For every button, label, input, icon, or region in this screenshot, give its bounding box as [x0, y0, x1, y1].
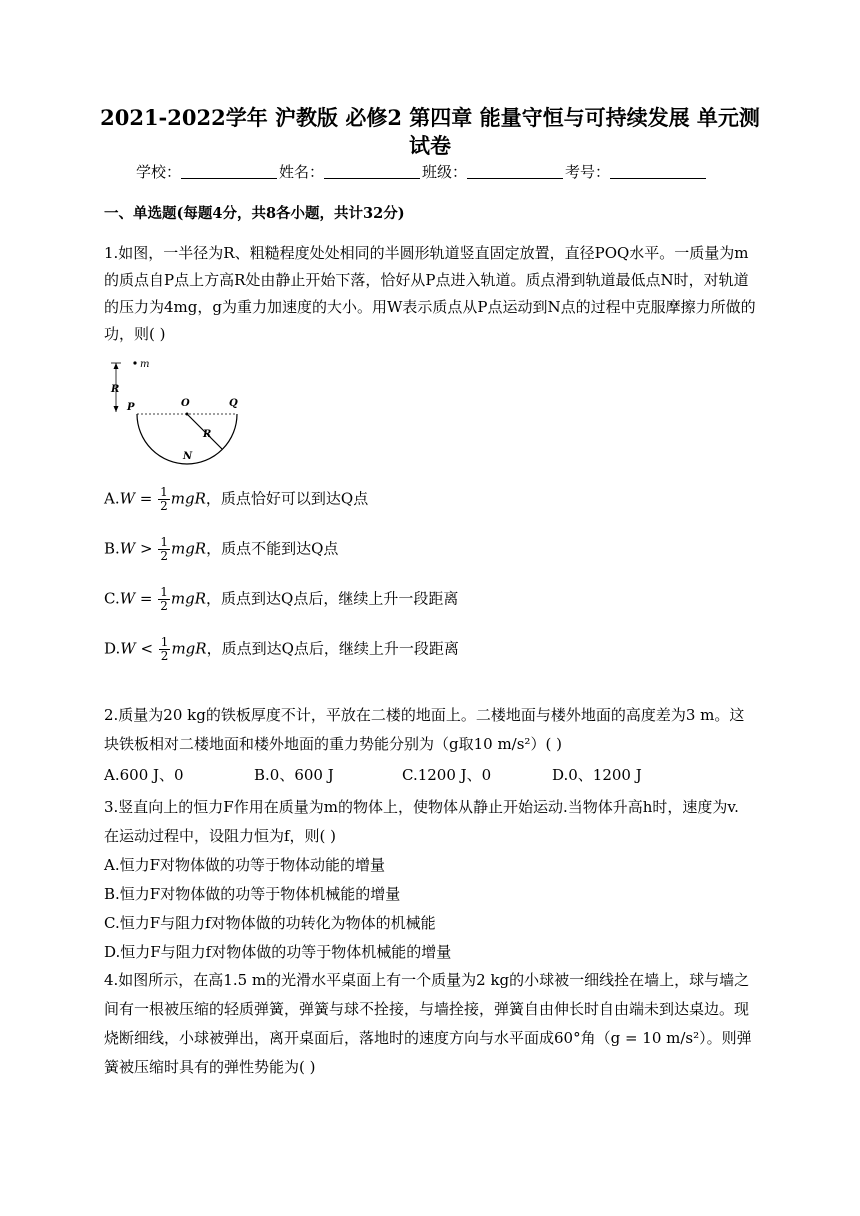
fraction-denominator: 2	[160, 499, 168, 513]
class-blank[interactable]	[467, 162, 563, 179]
q3-option-a[interactable]: A.恒力F对物体做的功等于物体动能的增量	[104, 856, 386, 874]
q2-option-d[interactable]: D.0、1200 J	[552, 766, 642, 784]
page-title: 2021-2022学年 沪教版 必修2 第四章 能量守恒与可持续发展 单元测试卷	[100, 105, 760, 158]
mass-dot	[133, 361, 136, 364]
fraction-denominator: 2	[160, 649, 169, 663]
fraction-numerator: 1	[160, 585, 168, 599]
label-R-height: R	[111, 384, 120, 395]
option-relation: W =	[119, 489, 158, 508]
fraction-numerator: 1	[160, 635, 169, 649]
height-arrow-down	[114, 406, 119, 412]
option-fraction	[159, 636, 171, 663]
option-relation: W >	[119, 539, 158, 558]
option-prefix: D.	[104, 639, 121, 658]
question-4-text: 4.如图所示，在高1.5 m的光滑水平桌面上有一个质量为2 kg的小球被一细线拴在墙上，球与墙之间有一根被压缩的轻质弹簧，弹簧与球不拴接，与墙拴接，弹簧自由伸长时自由端未到达桌边。现烧断细线，小球被弹出，离开桌面后，落地时的速度方向与水平面成60°角（g = 10 m/s²）。则弹簧被压缩时具有的弹性势能为( )	[104, 971, 752, 1076]
exam-no-label: 考号：	[565, 163, 611, 181]
option-prefix: A.	[104, 489, 120, 508]
option-fraction	[158, 486, 170, 513]
label-R-radius: R	[203, 429, 212, 440]
q2-option-b[interactable]: B.0、600 J	[254, 766, 334, 784]
school-label: 学校：	[136, 163, 182, 181]
option-text: ，质点到达Q点后，继续上升一段距离	[206, 589, 459, 608]
student-info-row	[136, 162, 708, 182]
option-prefix: C.	[104, 589, 120, 608]
option-text: ，质点到达Q点后，继续上升一段距离	[206, 639, 459, 658]
label-Q: Q	[229, 398, 238, 409]
question-1-text: 1.如图，一半径为R、粗糙程度处处相同的半圆形轨道竖直固定放置，直径POQ水平。一质量为m的质点自P点上方高R处由静止开始下落，恰好从P点进入轨道。质点滑到轨道最低点N时，对轨道的压力为4mg，g为重力加速度的大小。用W表示质点从P点运动到N点的过程中克服摩擦力所做的功，则( )	[104, 244, 756, 343]
q2-options-row	[104, 764, 758, 786]
option-expression: mgR	[170, 489, 206, 508]
q3-option-c[interactable]: C.恒力F与阻力f对物体做的功转化为物体的机械能	[104, 914, 436, 932]
label-O: O	[181, 398, 190, 409]
name-label: 姓名：	[279, 163, 325, 181]
exam-no-blank[interactable]	[610, 162, 706, 179]
question-2-line-2: 块铁板相对二楼地面和楼外地面的重力势能分别为（g取10 m/s²）( )	[104, 735, 562, 753]
name-blank[interactable]	[324, 162, 420, 179]
fraction-denominator: 2	[160, 599, 168, 613]
question-3-line-2: 在运动过程中，设阻力恒为f，则( )	[104, 827, 337, 845]
label-m: m	[140, 359, 150, 370]
q1-option-d[interactable]	[104, 636, 459, 663]
question-3-line-1: 3.竖直向上的恒力F作用在质量为m的物体上，使物体从静止开始运动.当物体升高h时，速度为v.	[104, 798, 739, 816]
option-fraction	[158, 586, 170, 613]
q3-option-b[interactable]: B.恒力F对物体做的功等于物体机械能的增量	[104, 885, 401, 903]
school-blank[interactable]	[181, 162, 277, 179]
option-expression: mgR	[170, 539, 207, 558]
fraction-numerator: 1	[160, 535, 168, 549]
fraction-denominator: 2	[160, 549, 168, 563]
q2-option-c[interactable]: C.1200 J、0	[402, 766, 492, 784]
option-fraction	[158, 536, 170, 563]
fraction-numerator: 1	[160, 485, 168, 499]
label-N: N	[183, 451, 193, 462]
q1-option-c[interactable]	[104, 586, 458, 613]
option-expression: mgR	[171, 639, 207, 658]
question-2-line-1: 2.质量为20 kg的铁板厚度不计，平放在二楼的地面上。二楼地面与楼外地面的高度差为3 m。这	[104, 706, 745, 724]
q1-option-b[interactable]	[104, 536, 338, 563]
label-P: P	[127, 402, 135, 413]
option-relation: W <	[120, 639, 158, 658]
section-heading: 一、单选题(每题4分，共8各小题，共计32分)	[104, 205, 405, 222]
option-expression: mgR	[170, 589, 207, 608]
q1-option-a[interactable]	[104, 486, 368, 513]
class-label: 班级：	[422, 163, 468, 181]
height-arrow-up	[114, 363, 119, 369]
semicircle-track-figure	[104, 354, 254, 470]
option-prefix: B.	[104, 539, 120, 558]
option-text: ，质点不能到达Q点	[206, 539, 339, 558]
q2-option-a[interactable]: A.600 J、0	[104, 766, 184, 784]
option-text: ，质点恰好可以到达Q点	[205, 489, 369, 508]
q3-option-d[interactable]: D.恒力F与阻力f对物体做的功等于物体机械能的增量	[104, 943, 452, 961]
option-relation: W =	[119, 589, 158, 608]
